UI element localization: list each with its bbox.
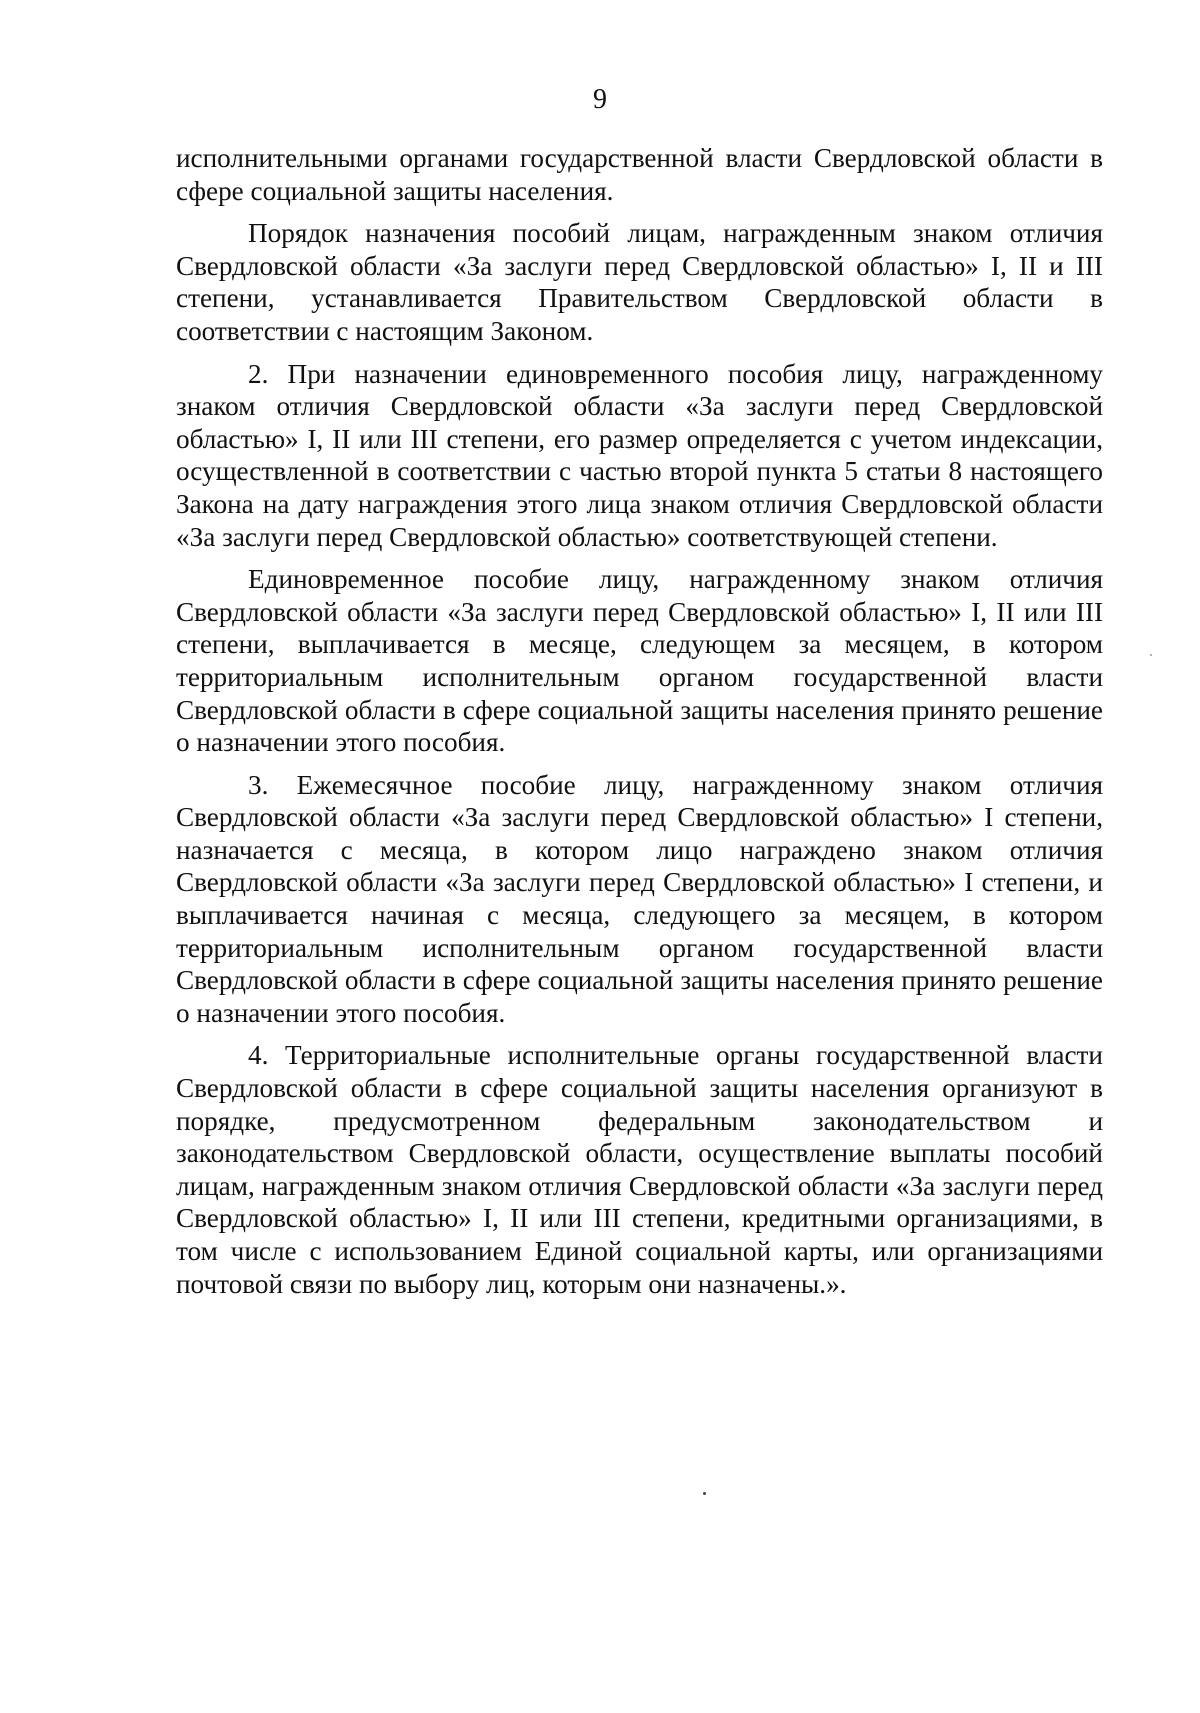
paragraph-item-3: 3. Ежемесячное пособие лицу, награжденному знаком отличия Свердловской области «За заслуги перед Свердловской областью» I степени, назначается с месяца, в котором лицо награждено знаком отличия Свердловской области «За заслуги перед Свердловской областью» I степени, и выплачивается начиная с месяца, следующего за месяцем, в котором территориальным исполнительным органом государственной власти Свердловской области в сфере социальной защиты населения принято решение о назначении этого пособия. [176,769,1103,1028]
paragraph-item-4: 4. Территориальные исполнительные органы государственной власти Свердловской области в сфере социальной защиты населения организуют в порядке, предусмотренном федеральным законодательством и законодательством Свердловской области, осуществление выплаты пособий лицам, награжденным знаком отличия Свердловской области «За заслуги перед Свердловской областью» I, II или III степени, кредитными организациями, в том числе с использованием Единой социальной карты, или организациями почтовой связи по выбору лиц, которым они назначены.». [176,1040,1103,1299]
page-number: 9 [593,84,607,115]
document-body [176,142,1103,1310]
scan-speck [1150,654,1152,656]
scan-speck [703,1492,706,1495]
paragraph-lump-sum-payment: Единовременное пособие лицу, награжденному знаком отличия Свердловской области «За заслуги перед Свердловской областью» I, II или III степени, выплачивается в месяце, следующем за месяцем, в котором территориальным исполнительным органом государственной власти Свердловской области в сфере социальной защиты населения принято решение о назначении этого пособия. [176,564,1103,758]
paragraph-item-2: 2. При назначении единовременного пособия лицу, награжденному знаком отличия Свердловской области «За заслуги перед Свердловской областью» I, II или III степени, его размер определяется с учетом индексации, осуществленной в соответствии с частью второй пункта 5 статьи 8 настоящего Закона на дату награждения этого лица знаком отличия Свердловской области «За заслуги перед Свердловской областью» соответствующей степени. [176,358,1103,552]
paragraph-continuation: исполнительными органами государственной власти Свердловской области в сфере социальной защиты населения. [176,143,1103,206]
paragraph-procedure: Порядок назначения пособий лицам, награжденным знаком отличия Свердловской области «За заслуги перед Свердловской областью» I, II и III степени, устанавливается Правительством Свердловской области в соответствии с настоящим Законом. [176,218,1103,346]
